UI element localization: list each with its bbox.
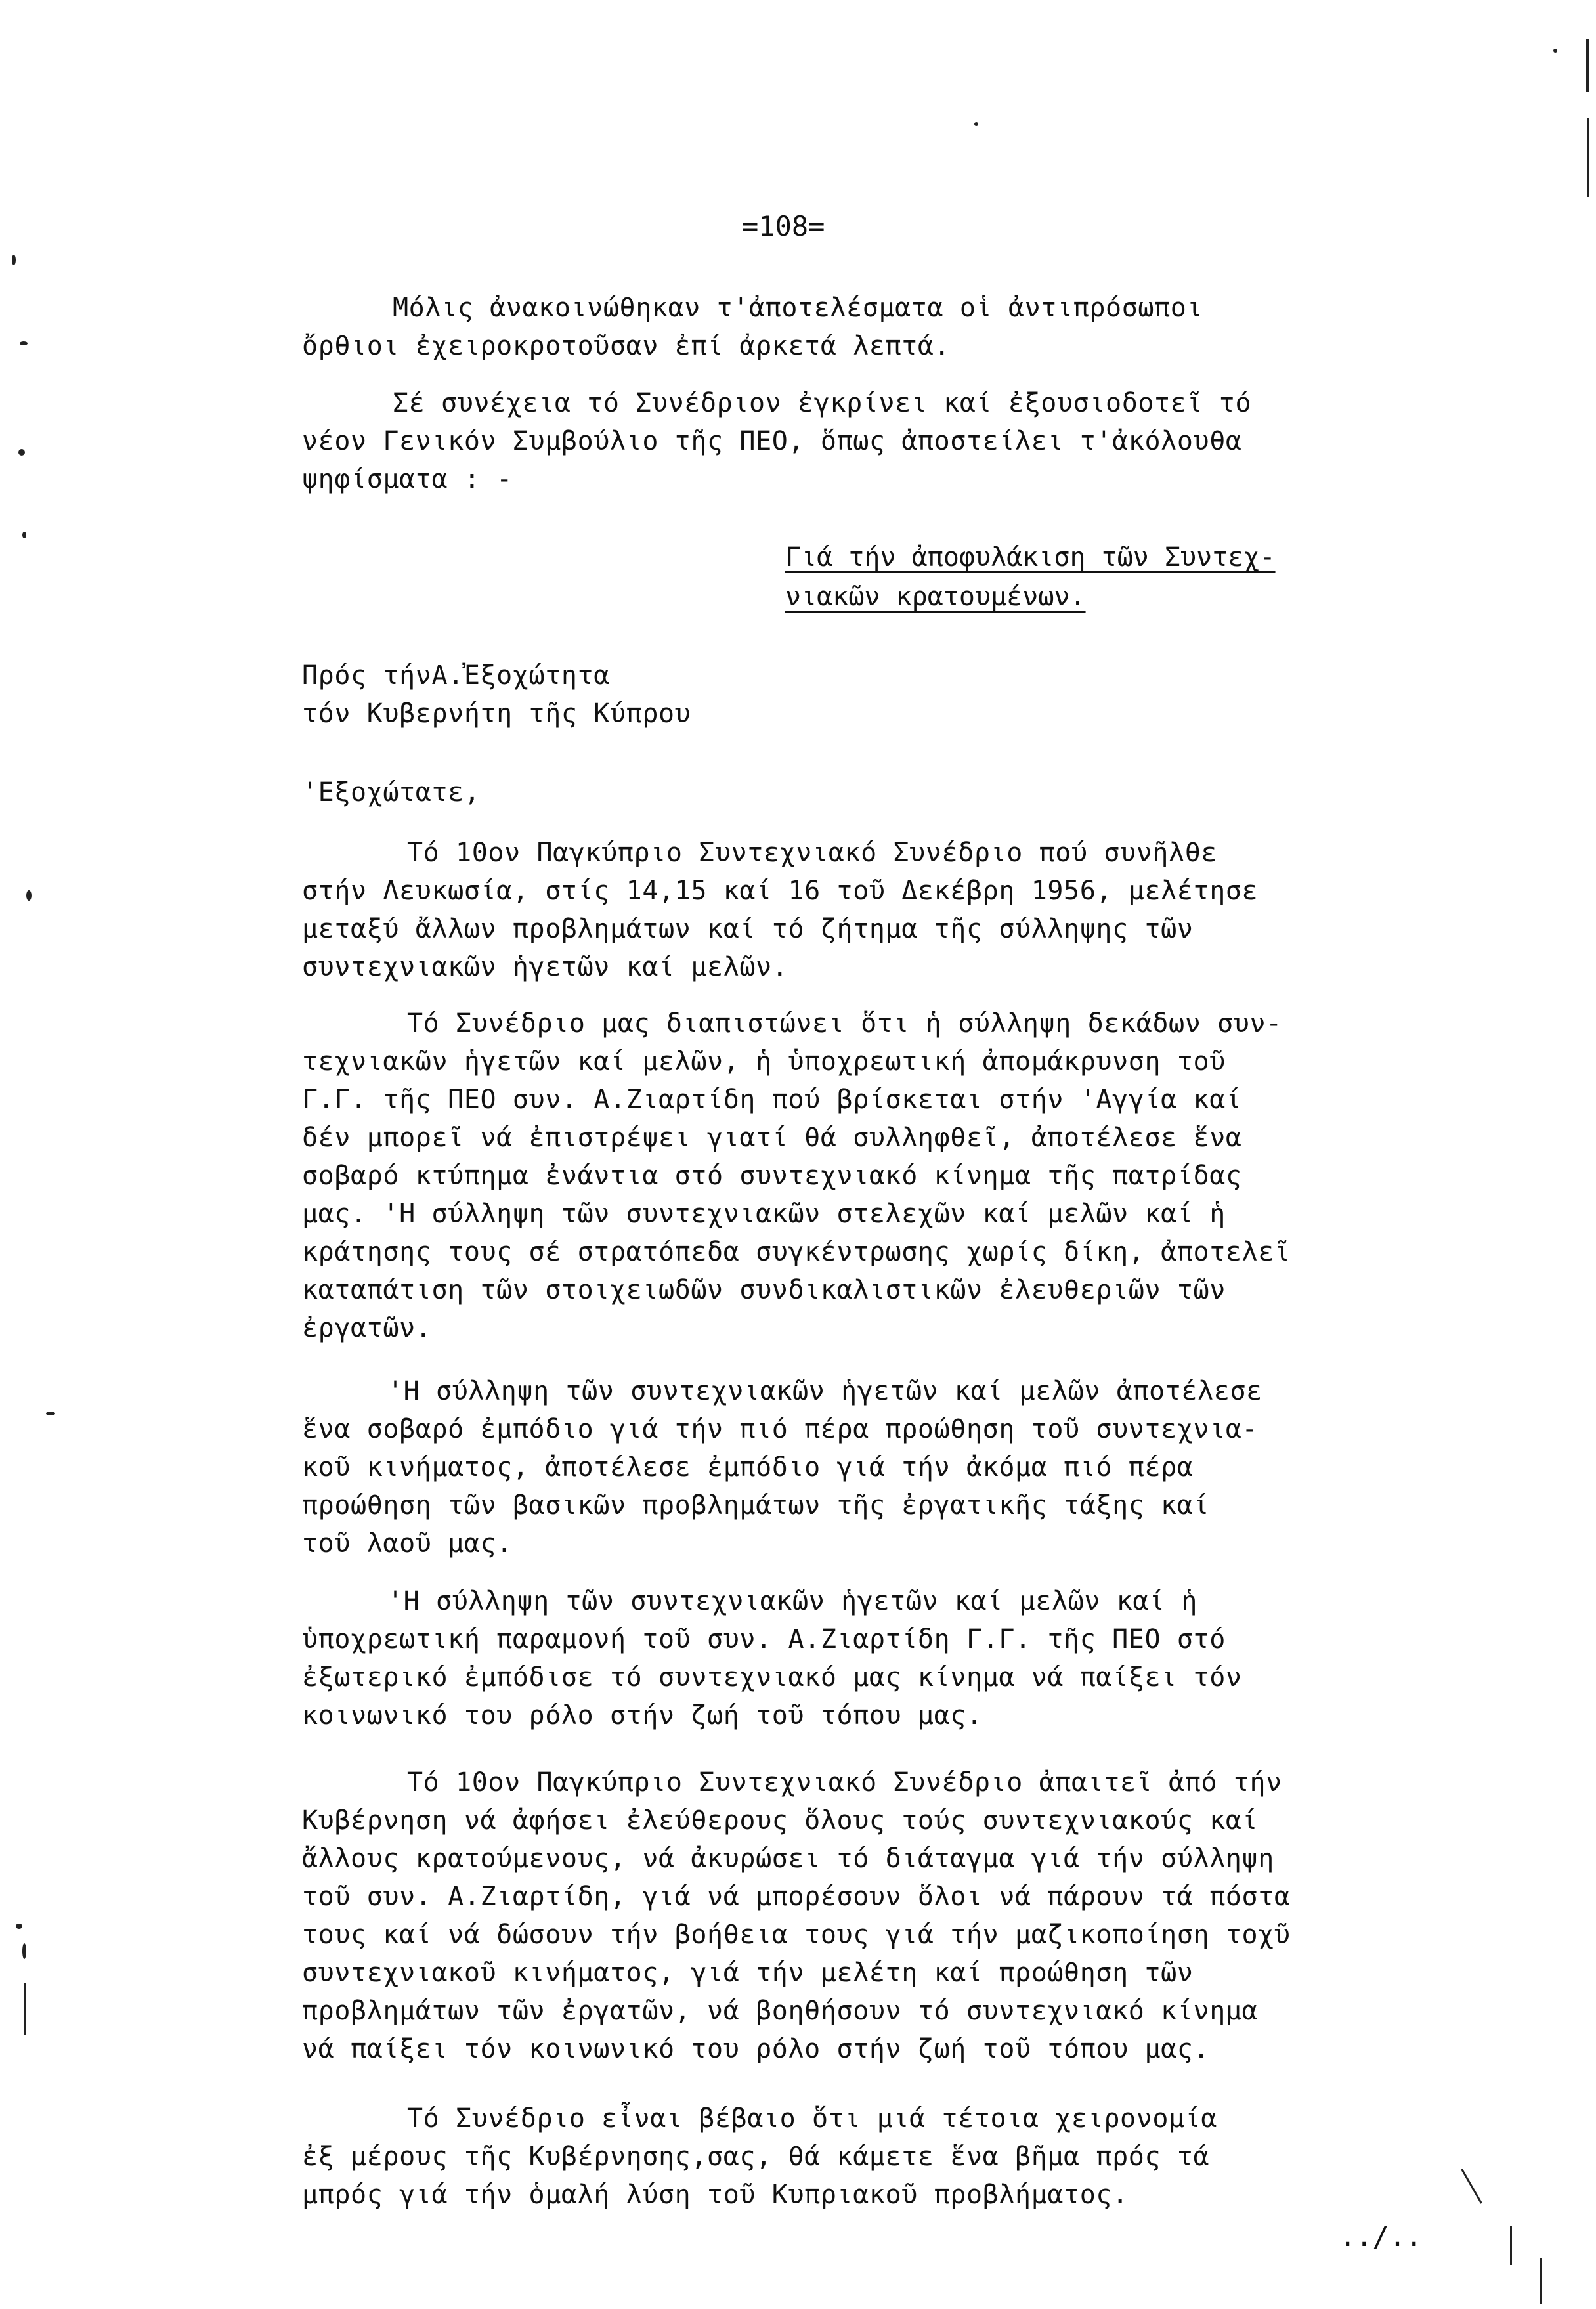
body-line: τεχνιακῶν ἡγετῶν καί μελῶν, ἡ ὑποχρεωτική ἀπομάκρυνση τοῦ (302, 1047, 1226, 1077)
body-line: νά παίξει τόν κοινωνικό του ρόλο στήν ζωή τοῦ τόπου μας. (302, 2034, 1210, 2064)
body-line: Τό 10ον Παγκύπριο Συντεχνιακό Συνέδριο ἀπαιτεῖ ἀπό τήν (407, 1767, 1282, 1798)
body-line: ἕνα σοβαρό ἐμπόδιο γιά τήν πιό πέρα προώθηση τοῦ συντεχνια- (302, 1414, 1259, 1444)
scan-speck (1553, 49, 1557, 53)
body-line: στήν Λευκωσία, στίς 14,15 καί 16 τοῦ Δεκέβρη 1956, μελέτησε (302, 876, 1259, 906)
body-line: μεταξύ ἄλλων προβλημάτων καί τό ζήτημα τῆς σύλληψης τῶν (302, 914, 1194, 944)
intro-line: ψηφίσματα : - (302, 464, 513, 494)
scan-speck (20, 341, 28, 345)
body-line: ὑποχρεωτική παραμονή τοῦ συν. Α.Ζιαρτίδη Γ.Γ. τῆς ΠΕΟ στό (302, 1624, 1226, 1654)
scan-speck (26, 890, 32, 901)
scan-speck (12, 255, 16, 265)
scan-speck (46, 1412, 55, 1415)
body-line: τοῦ λαοῦ μας. (302, 1528, 513, 1559)
scan-speck (24, 1983, 26, 2035)
body-line: 'Η σύλληψη τῶν συντεχνιακῶν ἡγετῶν καί μελῶν ἀποτέλεσε (387, 1376, 1262, 1406)
scan-speck (1587, 118, 1589, 197)
body-line: Κυβέρνηση νά ἀφήσει ἐλεύθερους ὅλους τούς συντεχνιακούς καί (302, 1805, 1259, 1836)
body-line: προβλημάτων τῶν ἐργατῶν, νά βοηθήσουν τό συντεχνιακό κίνημα (302, 1996, 1259, 2026)
body-line: τους καί νά δώσουν τήν βοήθεια τους γιά τήν μαζικοποίηση τοχῦ (302, 1920, 1291, 1950)
body-line: μπρός γιά τήν ὁμαλή λύση τοῦ Κυπριακοῦ προβλήματος. (302, 2180, 1129, 2210)
body-line: καταπάτιση τῶν στοιχειωδῶν συνδικαλιστικῶν ἐλευθεριῶν τῶν (302, 1275, 1226, 1305)
body-line: κοινωνικό του ρόλο στήν ζωή τοῦ τόπου μας. (302, 1700, 983, 1731)
body-line: κράτησης τους σέ στρατόπεδα συγκέντρωσης χωρίς δίκη, ἀποτελεῖ (302, 1237, 1291, 1267)
scan-speck (22, 532, 26, 538)
body-line: κοῦ κινήματος, ἀποτέλεσε ἐμπόδιο γιά τήν ἀκόμα πιό πέρα (302, 1452, 1194, 1482)
scan-speck (22, 1943, 26, 1959)
body-line: Τό Συνέδριο μας διαπιστώνει ὅτι ἡ σύλληψη δεκάδων συν- (407, 1008, 1282, 1039)
body-line: μας. 'Η σύλληψη τῶν συντεχνιακῶν στελεχῶν καί μελῶν καί ἡ (302, 1199, 1226, 1229)
scan-speck (1586, 39, 1589, 92)
body-line: συντεχνιακοῦ κινήματος, γιά τήν μελέτη καί προώθηση τῶν (302, 1958, 1194, 1988)
page-number: =108= (742, 210, 825, 242)
body-line: συντεχνιακῶν ἡγετῶν καί μελῶν. (302, 952, 788, 982)
body-line: τοῦ συν. Α.Ζιαρτίδη, γιά νά μπορέσουν ὅλοι νά πάρουν τά πόστα (302, 1882, 1291, 1912)
body-line: ἐξ μέρους τῆς Κυβέρνησης,σας, θά κάμετε ἕνα βῆμα πρός τά (302, 2142, 1210, 2172)
intro-line: Σέ συνέχεια τό Συνέδριον ἐγκρίνει καί ἐξουσιοδοτεῖ τό (393, 388, 1252, 418)
body-line: 'Η σύλληψη τῶν συντεχνιακῶν ἡγετῶν καί μελῶν καί ἡ (387, 1586, 1198, 1616)
body-line: Τό 10ον Παγκύπριο Συντεχνιακό Συνέδριο πού συνῆλθε (407, 838, 1218, 868)
scan-speck (16, 1924, 22, 1929)
body-line: Γ.Γ. τῆς ΠΕΟ συν. Α.Ζιαρτίδη πού βρίσκεται στήν 'Αγγία καί (302, 1085, 1242, 1115)
scan-speck (1540, 2258, 1542, 2304)
body-line: ἐξωτερικό ἐμπόδισε τό συντεχνιακό μας κίνημα νά παίξει τόν (302, 1662, 1242, 1693)
body-line: σοβαρό κτύπημα ἐνάντια στό συντεχνιακό κίνημα τῆς πατρίδας (302, 1161, 1242, 1191)
intro-line: Μόλις ἀνακοινώθηκαν τ'ἀποτελέσματα οἱ ἀντιπρόσωποι (393, 293, 1203, 323)
scan-speck (974, 122, 978, 126)
scan-speck (1461, 2169, 1482, 2203)
body-line: Τό Συνέδριο εἶναι βέβαιο ὅτι μιά τέτοια χειρονομία (407, 2104, 1218, 2134)
body-line: ἄλλους κρατούμενους, νά ἀκυρώσει τό διάταγμα γιά τήν σύλληψη (302, 1844, 1274, 1874)
scan-speck (18, 449, 25, 456)
salutation: 'Εξοχώτατε, (302, 777, 481, 808)
intro-line: νέον Γενικόν Συμβούλιο τῆς ΠΕΟ, ὅπως ἀποστείλει τ'ἀκόλουθα (302, 426, 1242, 456)
intro-line: ὄρθιοι ἐχειροκροτοῦσαν ἐπί ἀρκετά λεπτά. (302, 331, 951, 361)
subject-heading-line: Γιά τήν ἀποφυλάκιση τῶν Συντεχ- (785, 542, 1276, 572)
body-line: δέν μπορεῖ νά ἐπιστρέψει γιατί θά συλληφθεῖ, ἀποτέλεσε ἕνα (302, 1123, 1242, 1153)
subject-heading-line: νιακῶν κρατουμένων. (785, 582, 1086, 612)
scan-speck (1510, 2226, 1512, 2265)
body-line: προώθηση τῶν βασικῶν προβλημάτων τῆς ἐργατικῆς τάξης καί (302, 1490, 1210, 1521)
continuation-mark: ../.. (1339, 2220, 1423, 2253)
body-line: ἐργατῶν. (302, 1313, 432, 1343)
addressee-line: Πρός τήνΑ.Ἐξοχώτητα (302, 660, 610, 691)
addressee-line: τόν Κυβερνήτη τῆς Κύπρου (302, 699, 691, 729)
